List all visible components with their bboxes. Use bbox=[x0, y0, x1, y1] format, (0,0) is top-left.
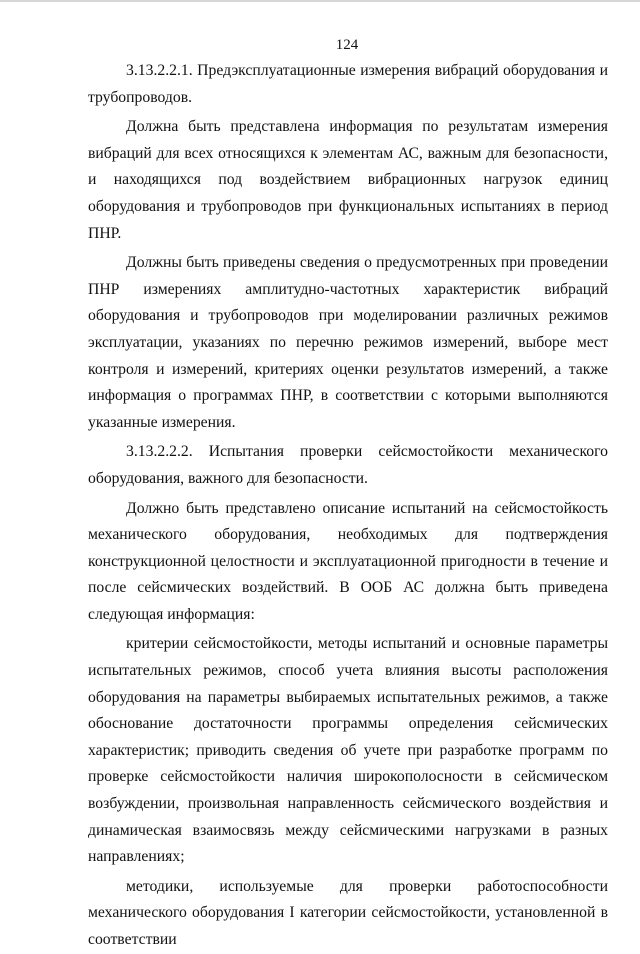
document-body bbox=[88, 58, 608, 954]
paragraph-seismic-tests: Должно быть представлено описание испытаний на сейсмостойкость механического оборудования, необходимых для подтверждения конструкционной целостности и эксплуатационной пригодности в течение и после сейсмических воздействий. В ООБ АС должна быть приведена следующая информация: bbox=[88, 499, 608, 623]
paragraph-seismic-criteria: критерии сейсмостойкости, методы испытаний и основные параметры испытательных режимов, способ учета влияния высоты расположения оборудования на параметры выбираемых испытательных режимов, а также обоснование достаточности программы определения сейсмических характеристик; приводить сведения об учете при разработке программ по проверке сейсмостойкости наличия широкополосности в сейсмическом возбуждении, произвольная направленность сейсмического воздействия и динамическая взаимосвязь между сейсмическими нагрузками в разных направлениях; bbox=[88, 635, 608, 866]
paragraph-amplitude-frequency: Должны быть приведены сведения о предусмотренных при проведении ПНР измерениях амплитудно-частотных характеристик вибраций оборудования и трубопроводов при моделировании различных режимов эксплуатации, указаниях по перечню режимов измерений, выборе мест контроля и измерений, критериях оценки результатов измерений, а также информация о программах ПНР, в соответствии с которыми выполняются указанные измерения. bbox=[88, 254, 608, 431]
page-number: 124 bbox=[335, 37, 359, 53]
paragraph-heading-3-13-2-2-2: 3.13.2.2.2. Испытания проверки сейсмостойкости механического оборудования, важного для безопасности. bbox=[88, 443, 608, 487]
paragraph-vibration-info: Должна быть представлена информация по результатам измерения вибраций для всех относящихся к элементам АС, важным для безопасности, и находящихся под воздействием вибрационных нагрузок единиц оборудования и трубопроводов при функциональных испытаниях в период ПНР. bbox=[88, 118, 608, 242]
page-top-edge bbox=[0, 0, 640, 2]
paragraph-methods: методики, используемые для проверки работоспособности механического оборудования I категории сейсмостойкости, установленной в соответствии bbox=[88, 877, 608, 948]
paragraph-heading-3-13-2-2-1: 3.13.2.2.1. Предэксплуатационные измерения вибраций оборудования и трубопроводов. bbox=[88, 62, 608, 106]
